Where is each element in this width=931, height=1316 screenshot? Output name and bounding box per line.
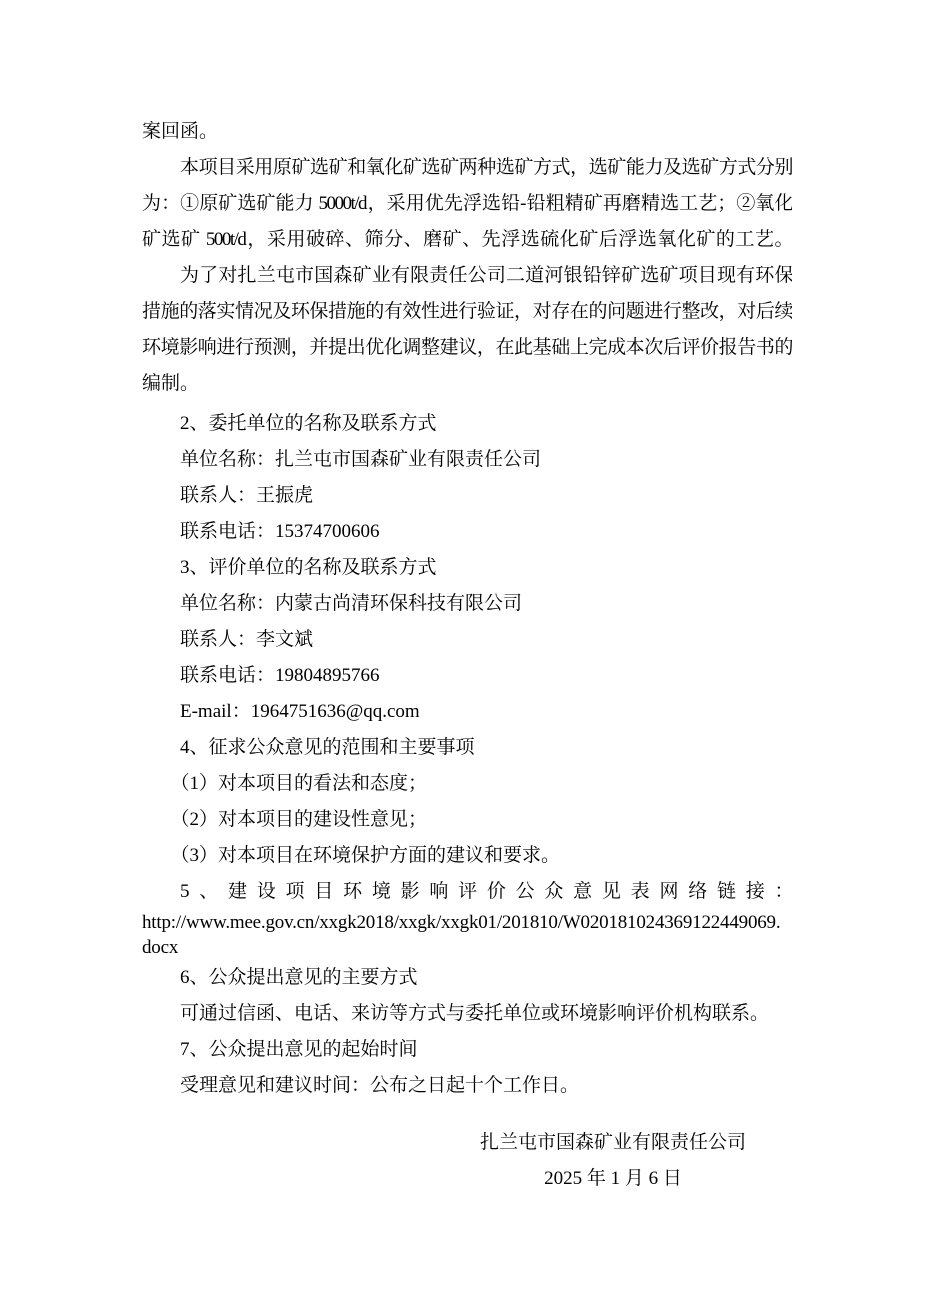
signature-date: 2025 年 1 月 6 日 xyxy=(544,1168,682,1189)
text-line: 为了对扎兰屯市国森矿业有限责任公司二道河银铅锌矿选矿项目现有环保 xyxy=(180,265,792,286)
section5-url-line1: http://www.mee.gov.cn/xxgk2018/xxgk/xxgk01/201810/W020181024369122449069. xyxy=(142,912,781,933)
section5-title: 5、建设项目环境影响评价公众意见表网络链接： xyxy=(180,881,792,902)
text-line: 矿选矿 500t/d，采用破碎、筛分、磨矿、先浮选硫化矿后浮选氧化矿的工艺。 xyxy=(142,229,792,250)
section3-email: E-mail：1964751636@qq.com xyxy=(180,701,420,722)
section-4-public-opinion-scope xyxy=(142,730,792,874)
section6-title: 6、公众提出意见的主要方式 xyxy=(180,967,418,988)
section-5-comment-form-link xyxy=(142,874,792,960)
section3-contact-person: 联系人：李文斌 xyxy=(180,629,314,650)
section3-phone: 联系电话：19804895766 xyxy=(180,665,380,686)
section-3-evaluation-unit xyxy=(142,550,792,730)
paragraph-tail-line: 案回函。 xyxy=(142,121,219,142)
signature-company-name: 扎兰屯市国森矿业有限责任公司 xyxy=(479,1132,746,1153)
text-line: 为：①原矿选矿能力 5000t/d，采用优先浮选铅-铅粗精矿再磨精选工艺；②氧化 xyxy=(142,193,792,214)
section4-item: （3）对本项目在环境保护方面的建议和要求。 xyxy=(170,845,561,866)
section2-phone: 联系电话：15374700606 xyxy=(180,521,380,542)
section4-item: （1）对本项目的看法和态度； xyxy=(170,773,428,794)
paragraph-process xyxy=(142,150,792,258)
text-line: 编制。 xyxy=(142,373,200,394)
section2-contact-person: 联系人：王振虎 xyxy=(180,485,314,506)
signature-block xyxy=(480,1125,746,1197)
section-6-comment-methods xyxy=(142,960,792,1032)
section-7-comment-period xyxy=(142,1032,792,1104)
text-line: 本项目采用原矿选矿和氧化矿选矿两种选矿方式，选矿能力及选矿方式分别 xyxy=(180,157,792,178)
section2-unit-name: 单位名称：扎兰屯市国森矿业有限责任公司 xyxy=(180,449,542,470)
text-line: 环境影响进行预测，并提出优化调整建议，在此基础上完成本次后评价报告书的 xyxy=(142,337,792,358)
section-2-commissioning-unit xyxy=(142,406,792,550)
section7-title: 7、公众提出意见的起始时间 xyxy=(180,1039,418,1060)
section6-body: 可通过信函、电话、来访等方式与委托单位或环境影响评价机构联系。 xyxy=(180,1003,770,1024)
text-line: 措施的落实情况及环保措施的有效性进行验证，对存在的问题进行整改，对后续 xyxy=(142,301,792,322)
section4-item: （2）对本项目的建设性意见； xyxy=(170,809,428,830)
section2-title: 2、委托单位的名称及联系方式 xyxy=(180,413,437,434)
section3-title: 3、评价单位的名称及联系方式 xyxy=(180,557,437,578)
section5-url-line2: docx xyxy=(142,937,179,958)
section4-title: 4、征求公众意见的范围和主要事项 xyxy=(180,737,475,758)
section7-body: 受理意见和建议时间：公布之日起十个工作日。 xyxy=(180,1075,580,1096)
paragraph-purpose xyxy=(142,258,792,402)
section3-unit-name: 单位名称：内蒙古尚清环保科技有限公司 xyxy=(180,593,523,614)
